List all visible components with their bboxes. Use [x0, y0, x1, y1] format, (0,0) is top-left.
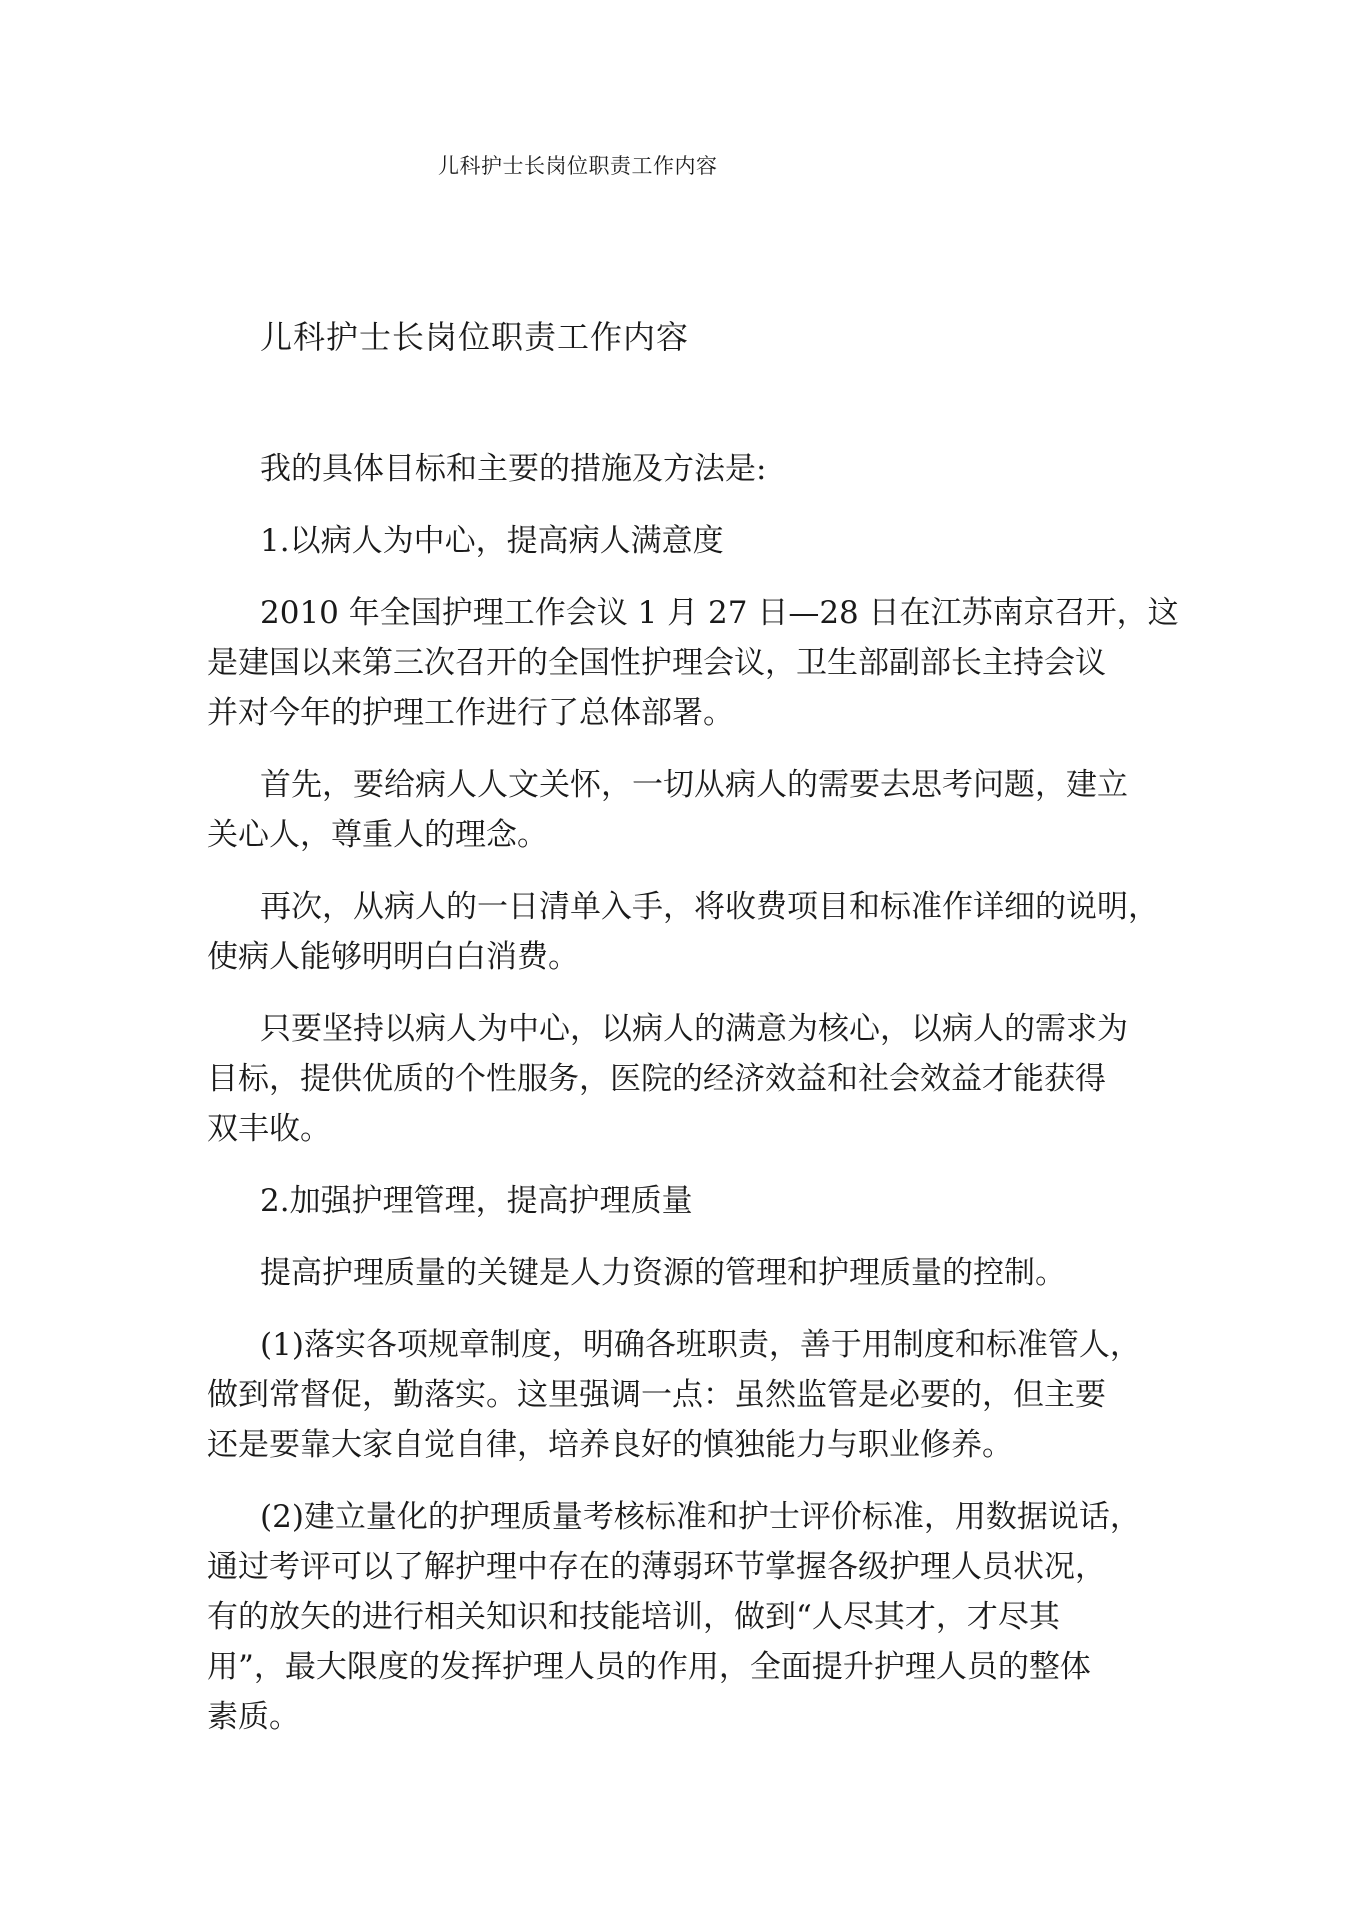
document-body: [207, 444, 1187, 1764]
paragraph: [207, 1320, 1187, 1470]
paragraph: [207, 760, 1187, 860]
paragraph-line: 只要坚持以病人为中心，以病人的满意为核心，以病人的需求为: [260, 1011, 1128, 1047]
running-header: 儿科护士长岗位职责工作内容: [438, 154, 718, 178]
paragraph-line: (1)落实各项规章制度，明确各班职责，善于用制度和标准管人，: [260, 1327, 1141, 1363]
paragraph-line: 2.加强护理管理，提高护理质量: [260, 1183, 693, 1219]
document-title: 儿科护士长岗位职责工作内容: [260, 318, 690, 356]
paragraph: [207, 882, 1187, 982]
paragraph-line: 是建国以来第三次召开的全国性护理会议，卫生部副部长主持会议: [207, 645, 1106, 681]
paragraph-line: 还是要靠大家自觉自律，培养良好的慎独能力与职业修养。: [207, 1427, 1013, 1463]
paragraph: [207, 1004, 1187, 1154]
paragraph: [207, 1492, 1187, 1742]
paragraph: [207, 588, 1187, 738]
paragraph-line: 提高护理质量的关键是人力资源的管理和护理质量的控制。: [260, 1255, 1066, 1291]
paragraph-line: 再次，从病人的一日清单入手，将收费项目和标准作详细的说明，: [260, 889, 1159, 925]
paragraph-line: 通过考评可以了解护理中存在的薄弱环节掌握各级护理人员状况，: [207, 1549, 1106, 1585]
paragraph-line: 我的具体目标和主要的措施及方法是:: [260, 451, 767, 487]
paragraph-line: 用”，最大限度的发挥护理人员的作用，全面提升护理人员的整体: [207, 1649, 1091, 1685]
paragraph: [207, 1248, 1187, 1298]
paragraph: [207, 1176, 1187, 1226]
paragraph-line: 并对今年的护理工作进行了总体部署。: [207, 695, 734, 731]
paragraph-line: 有的放矢的进行相关知识和技能培训，做到“人尽其才，才尽其: [207, 1599, 1060, 1635]
paragraph-line: 使病人能够明明白白消费。: [207, 939, 579, 975]
paragraph-line: 目标，提供优质的个性服务，医院的经济效益和社会效益才能获得: [207, 1061, 1106, 1097]
paragraph-line: 素质。: [207, 1699, 300, 1735]
paragraph: [207, 516, 1187, 566]
paragraph-line: 1.以病人为中心，提高病人满意度: [260, 523, 724, 559]
paragraph-line: 关心人，尊重人的理念。: [207, 817, 548, 853]
paragraph-line: 2010 年全国护理工作会议 1 月 27 日—28 日在江苏南京召开，这: [260, 595, 1179, 631]
paragraph-line: 双丰收。: [207, 1111, 331, 1147]
paragraph-line: 首先，要给病人人文关怀，一切从病人的需要去思考问题，建立: [260, 767, 1128, 803]
paragraph-line: (2)建立量化的护理质量考核标准和护士评价标准，用数据说话，: [260, 1499, 1141, 1535]
paragraph: [207, 444, 1187, 494]
paragraph-line: 做到常督促，勤落实。这里强调一点：虽然监管是必要的，但主要: [207, 1377, 1106, 1413]
